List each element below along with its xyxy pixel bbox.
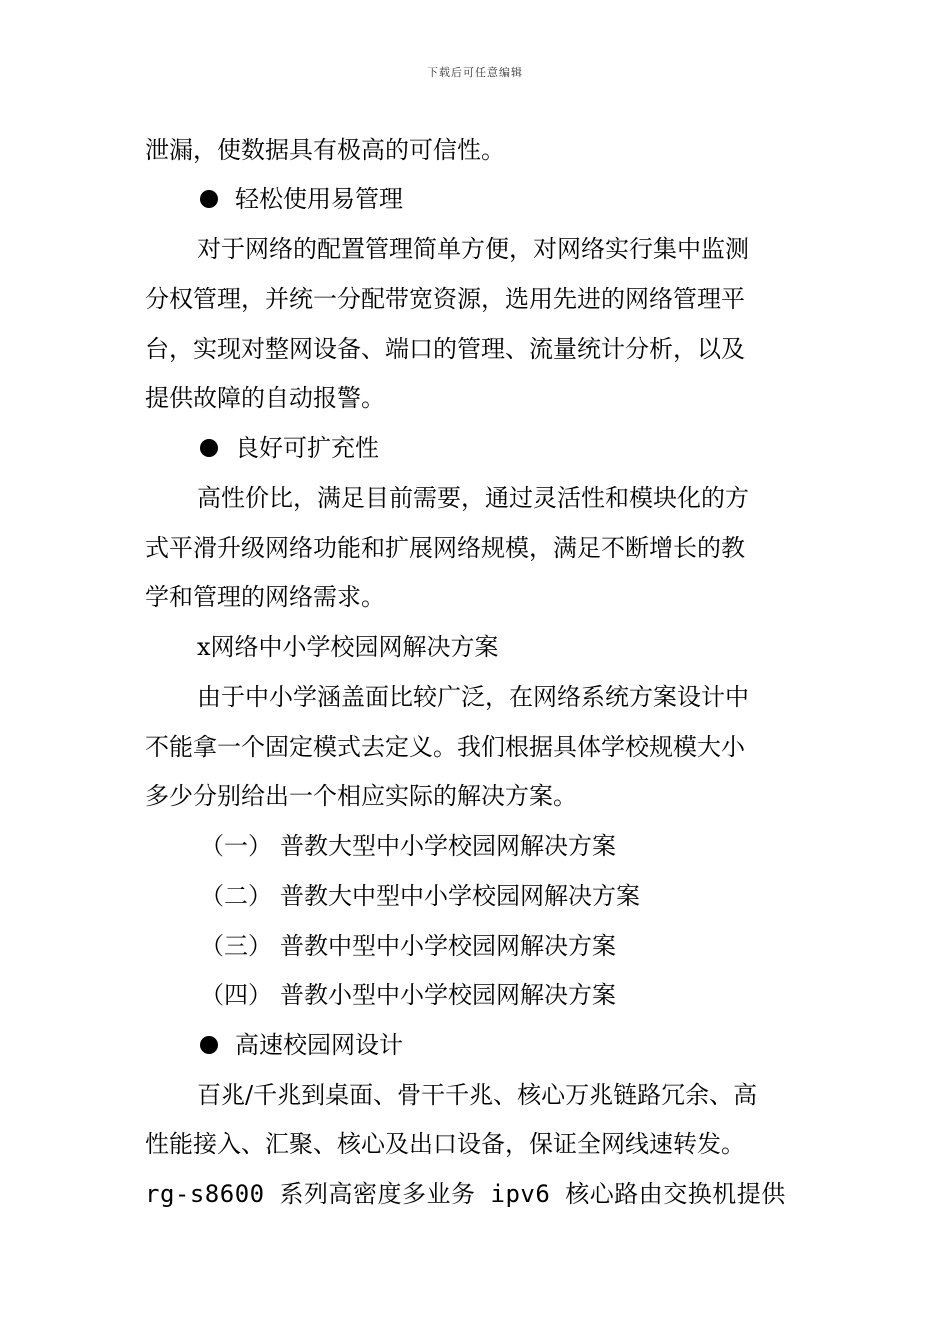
enumerated-number: （二） [200,882,272,910]
enumerated-item [200,879,640,913]
bullet-item [200,431,379,465]
paragraph-line: rg-s8600 系列高密度多业务 ipv6 核心路由交换机提供 [145,1180,786,1208]
enumerated-item [200,929,616,963]
enumerated-text: 普教大中型中小学校园网解决方案 [280,882,640,910]
enumerated-text: 普教大型中小学校园网解决方案 [280,832,616,860]
paragraph-line: 泄漏，使数据具有极高的可信性。 [145,136,505,164]
bullet-heading: 高速校园网设计 [235,1031,403,1059]
bullet-dot-icon [200,439,218,457]
enumerated-item [200,829,616,863]
enumerated-item [200,978,616,1012]
bullet-item [200,1028,403,1062]
bullet-dot-icon [200,190,218,208]
section-heading: x网络中小学校园网解决方案 [197,633,499,661]
paragraph-line: 百兆/千兆到桌面、骨干千兆、核心万兆链路冗余、高 [197,1081,758,1109]
bullet-heading: 良好可扩充性 [235,434,379,462]
paragraph-line: 性能接入、汇聚、核心及出口设备，保证全网线速转发。 [145,1130,745,1158]
paragraph-line: 分权管理，并统一分配带宽资源，选用先进的网络管理平 [145,285,745,313]
bullet-item [200,182,403,216]
page-header-note: 下载后可任意编辑 [427,66,523,79]
paragraph-line: 由于中小学涵盖面比较广泛，在网络系统方案设计中 [197,683,749,711]
enumerated-number: （四） [200,981,272,1009]
paragraph-line: 对于网络的配置管理简单方便，对网络实行集中监测 [197,235,749,263]
enumerated-number: （三） [200,932,272,960]
paragraph-line: 提供故障的自动报警。 [145,384,385,412]
bullet-heading: 轻松使用易管理 [235,185,403,213]
bullet-dot-icon [200,1036,218,1054]
enumerated-text: 普教小型中小学校园网解决方案 [280,981,616,1009]
enumerated-text: 普教中型中小学校园网解决方案 [280,932,616,960]
paragraph-line: 学和管理的网络需求。 [145,583,385,611]
paragraph-line: 不能拿一个固定模式去定义。我们根据具体学校规模大小 [145,733,745,761]
paragraph-line: 高性价比，满足目前需要，通过灵活性和模块化的方 [197,484,749,512]
enumerated-number: （一） [200,832,272,860]
paragraph-line: 式平滑升级网络功能和扩展网络规模，满足不断增长的教 [145,534,745,562]
paragraph-line: 台，实现对整网设备、端口的管理、流量统计分析，以及 [145,335,745,363]
paragraph-line: 多少分别给出一个相应实际的解决方案。 [145,782,577,810]
